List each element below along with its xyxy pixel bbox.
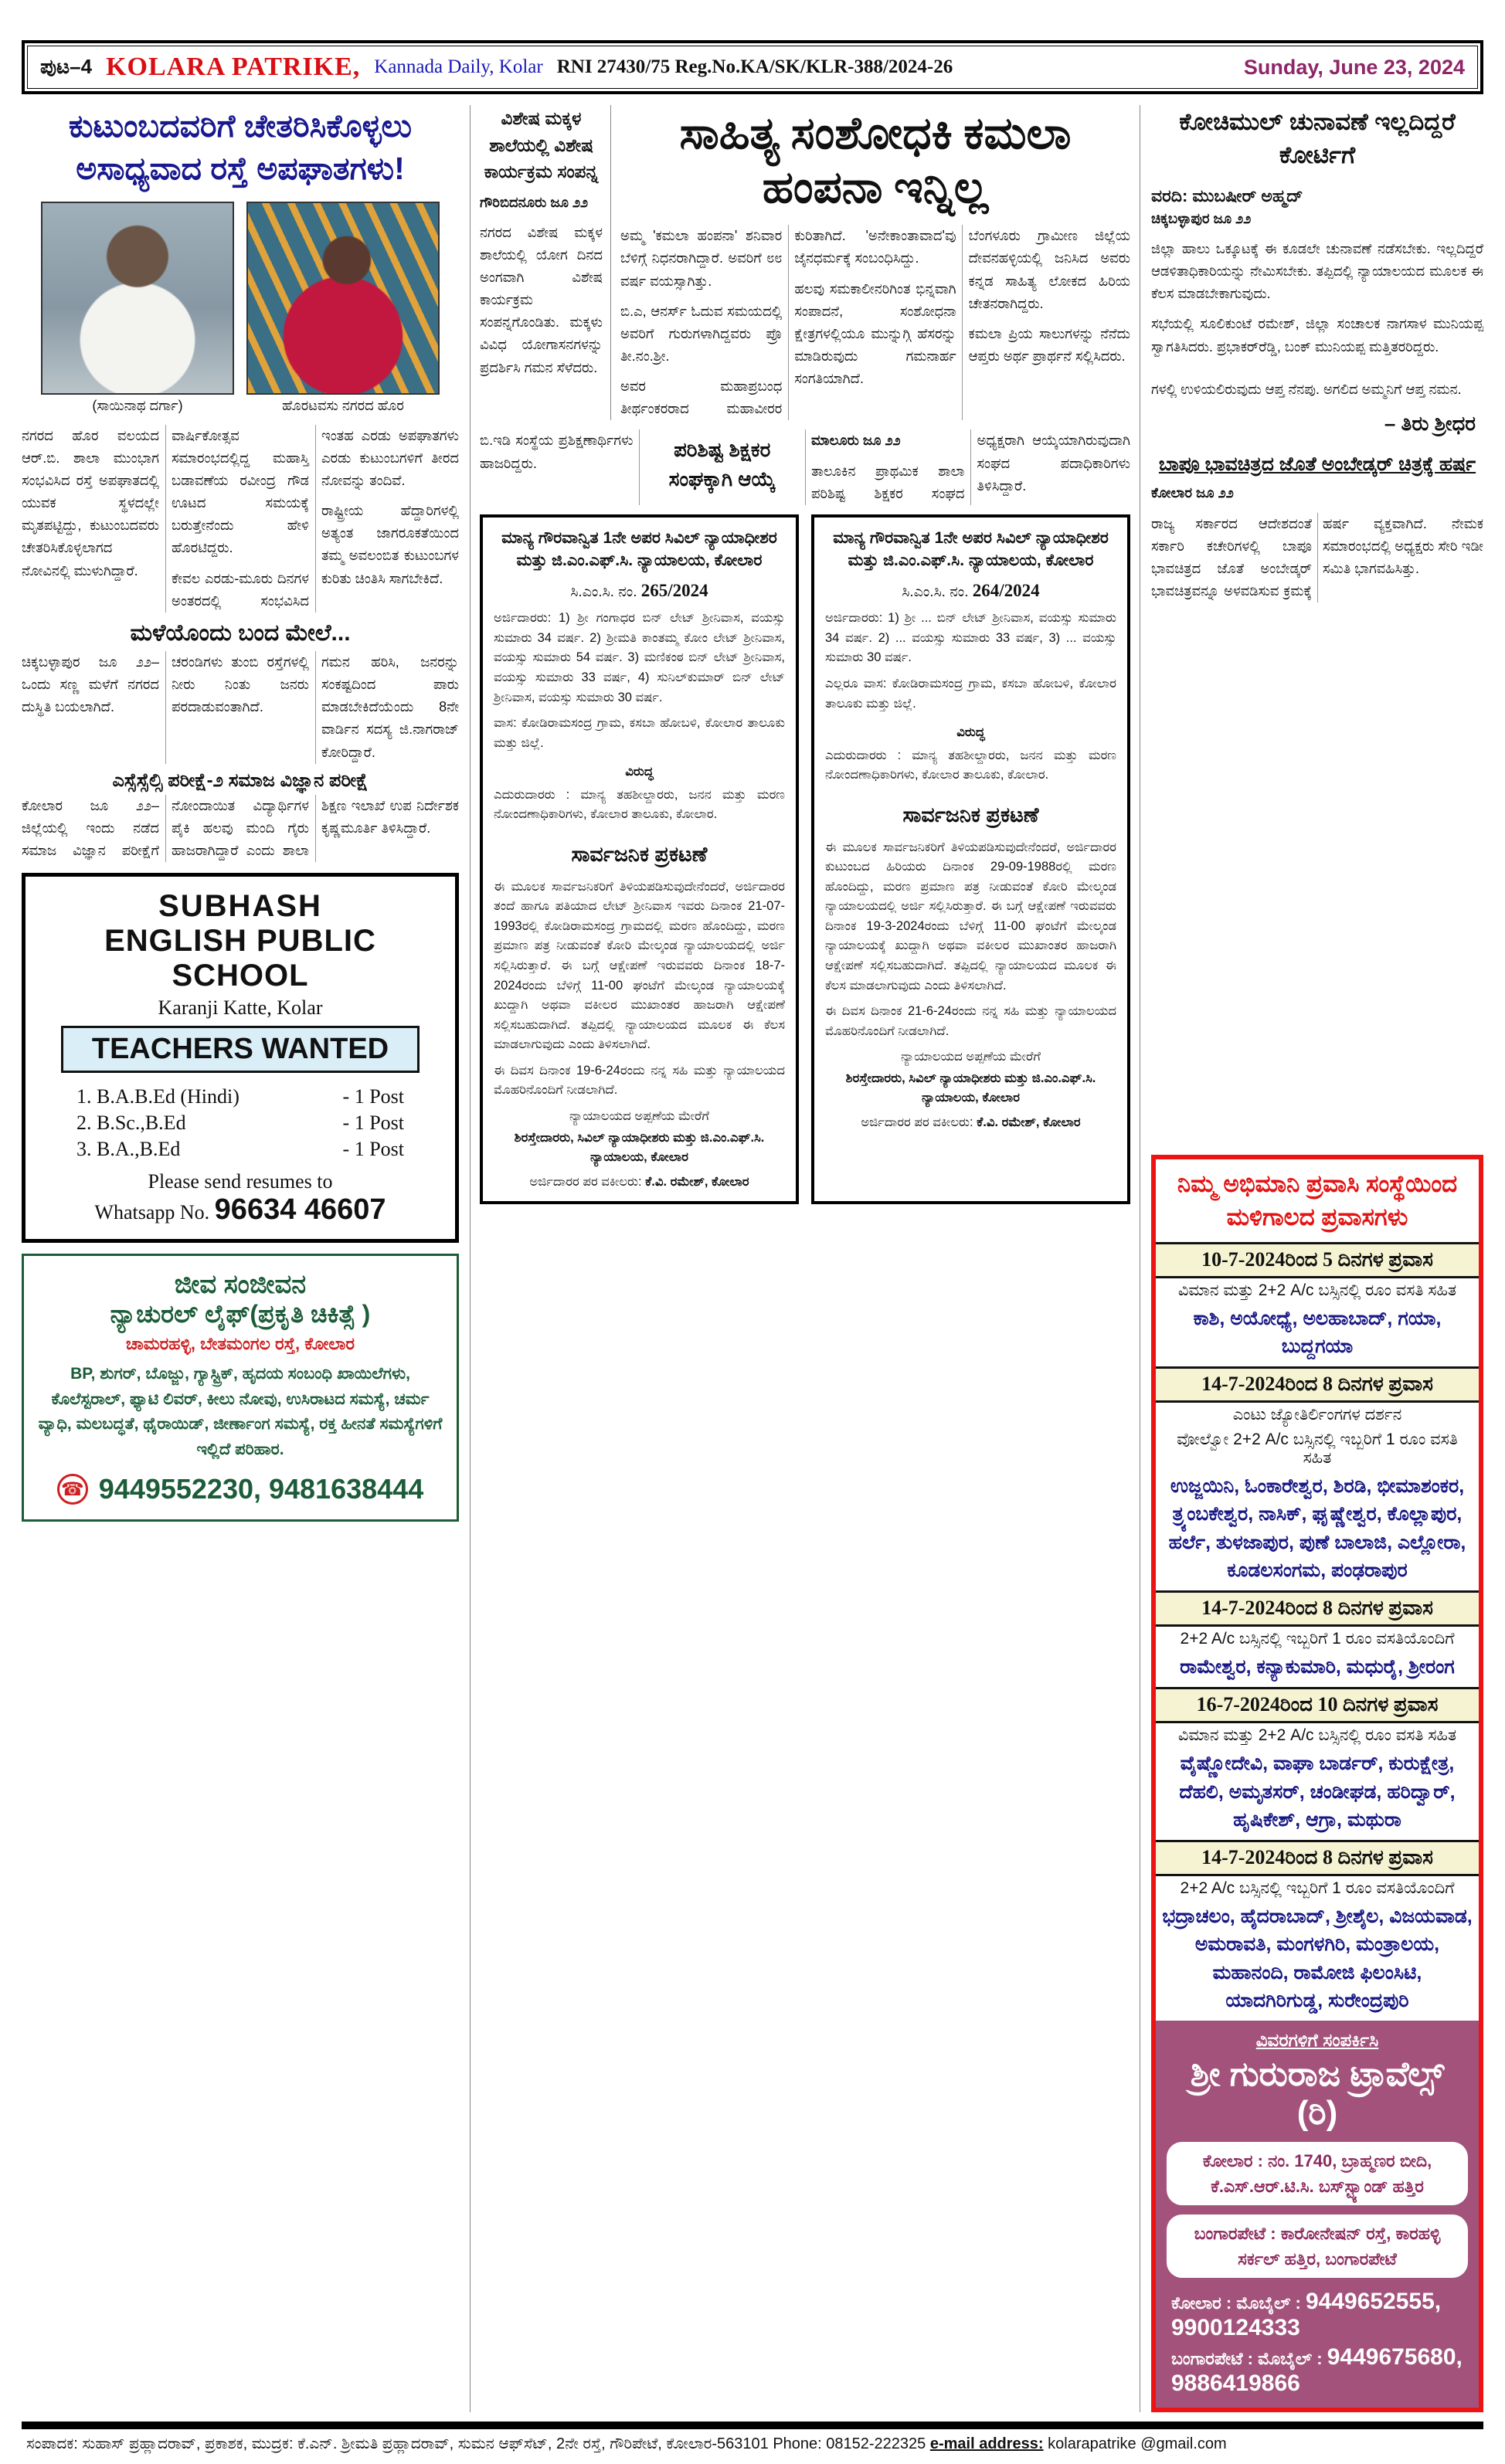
program-dateline: ಗೌರಿಬಿದನೂರು ಜೂ ೨೨ [480, 194, 589, 210]
kochimul-paragraph: ಜಿಲ್ಲಾ ಹಾಲು ಒಕ್ಕೂಟಕ್ಕೆ ಈ ಕೂಡಲೇ ಚುನಾವಣೆ ನಡೆಸಬೇಕು. ಇಲ್ಲದಿದ್ದರೆ ಆಡಳಿತಾಧಿಕಾರಿಯನ್ನು ನೇಮಿಸಬೇಕು. ತಪ್ಪಿದಲ್ಲಿ ನ್ಯಾಯಾಲಯದ ಮೂಲಕ ಈ ಕೆಲಸ ಮಾಡಬೇಕಾಗುವುದು. [1151, 240, 1483, 302]
tour-destinations: ರಾಮೇಶ್ವರ, ಕನ್ಯಾಕುಮಾರಿ, ಮಧುರೈ, ಶ್ರೀರಂಗ [1180, 1656, 1455, 1678]
advocate-name: ಕೆ.ವಿ. ರಮೇಶ್, ಕೋಲಾರ [645, 1174, 749, 1189]
whatsapp-contact [41, 1193, 440, 1227]
rain-article-title: ಮಳೆಯೊಂದು ಬಂದ ಮೇಲೆ... [130, 619, 351, 646]
jeeva-services-text: BP, ಶುಗರ್, ಬೊಜ್ಜು, ಗ್ಯಾಸ್ಟ್ರಿಕ್, ಹೃದಯ ಸಂಬಂಧಿ ಖಾಯಿಲೆಗಳು, ಕೊಲೆಸ್ಟರಾಲ್, ಫ್ಯಾಟಿ ಲಿವರ್, ಕೀಲು ನೋವು, ಉಸಿರಾಟದ ಸಮಸ್ಯೆ, ಚರ್ಮ ವ್ಯಾಧಿ, ಮಲಬದ್ಧತೆ, ಥೈರಾಯಿಡ್, ಜೀರ್ಣಾಂಗ ಸಮಸ್ಯೆ, ರಕ್ತ ಹೀನತೆ ಸಮಸ್ಯೆಗಳಿಗೆ ಇಲ್ಲಿದೆ ಪರಿಹಾರ. [38, 1365, 443, 1458]
victim-photo-woman [246, 202, 440, 395]
rain-paragraph: ಗಮನ ಹರಿಸಿ, ಜನರನ್ನು ಸಂಕಷ್ಟದಿಂದ ಪಾರು ಮಾಡಬೇಕಿದೆಯೆಂದು 8ನೇ ವಾರ್ಡಿನ ಸದಸ್ಯ ಜಿ.ನಾಗರಾಜ್ ಕೋರಿದ್ದಾರೆ. [321, 653, 459, 760]
tour-destinations: ವೈಷ್ಣೋದೇವಿ, ವಾಘಾ ಬಾರ್ಡರ್, ಕುರುಕ್ಷೇತ್ರ, ದೆಹಲಿ, ಅಮೃತಸರ್, ಚಂಡೀಘಡ, ಹರಿದ್ವಾರ್, ಹೃಷಿಕೇಶ್, ಆಗ್ರಾ, ಮಥುರಾ [1179, 1753, 1456, 1831]
email-address: kolarapatrike @gmail.com [1048, 2435, 1227, 2452]
jeeva-title-line2: ನ್ಯಾಚುರಲ್ ಲೈಫ್(ಪ್ರಕೃತಿ ಚಿಕಿತ್ಸೆ ) [110, 1300, 371, 1329]
rain-paragraph: ಚಿಕ್ಕಬಳ್ಳಾಪುರ ಜೂ ೨೨– ಒಂದು ಸಣ್ಣ ಮಳೆಗೆ ನಗರದ ದುಸ್ಥಿತಿ ಬಯಲಾಗಿದೆ. [22, 653, 159, 715]
notice-body: ಈ ಮೂಲಕ ಸಾರ್ವಜನಿಕರಿಗೆ ತಿಳಿಯಪಡಿಸುವುದೇನೆಂದರೆ, ಅರ್ಜಿದಾರರ ತಂದೆ ಹಾಗೂ ಪತಿಯಾದ ಲೇಟ್ ಶ್ರೀನಿವಾಸ ಇವರು ದಿನಾಂಕ 21-07-1993ರಲ್ಲಿ ಕೋಡಿರಾಮಸಂದ್ರ ಗ್ರಾಮದಲ್ಲಿ ಮರಣ ಹೊಂದಿದ್ದು, ಮರಣ ಪ್ರಮಾಣ ಪತ್ರ ನೀಡುವಂತೆ ಕೋರಿ ಮೇಲ್ಕಂಡ ನ್ಯಾಯಾಲಯದಲ್ಲಿ ಅರ್ಜಿ ಸಲ್ಲಿಸಿರುತ್ತಾರೆ. ಈ ಬಗ್ಗೆ ಆಕ್ಷೇಪಣೆ ಇರುವವರು ದಿನಾಂಕ 18-7-2024ರಂದು ಬೆಳಿಗ್ಗೆ 11-00 ಘಂಟೆಗೆ ಮೇಲ್ಕಂಡ ನ್ಯಾಯಾಲಯಕ್ಕೆ ಖುದ್ದಾಗಿ ಅಥವಾ ವಕೀಲರ ಮುಖಾಂತರ ಹಾಜರಾಗಿ ಆಕ್ಷೇಪಣೆ ಸಲ್ಲಿಸಬಹುದಾಗಿದೆ. ತಪ್ಪಿದಲ್ಲಿ ನ್ಯಾಯಾಲಯದ ಮೂಲಕ ಈ ಕೆಲಸ ಮಾಡಲಾಗುವುದು ಎಂದು ತಿಳಿಸಲಾಗಿದೆ. [494, 879, 785, 1052]
kolar-phone-line [1167, 2287, 1468, 2343]
public-notice-title: ಸಾರ್ವಜನಿಕ ಪ್ರಕಟಣೆ [571, 842, 708, 866]
kolar-address: ಕೋಲಾರ : ನಂ. 1740, ಬ್ರಾಹ್ಮಣರ ಬೀದಿ, ಕೆ.ಎಸ್.ಆರ್.ಟಿ.ಸಿ. ಬಸ್‌ಸ್ಟ್ಯಾಂಡ್ ಹತ್ತಿರ [1167, 2142, 1468, 2205]
page-number-label: ಪುಟ–4 [40, 55, 93, 78]
masthead [22, 40, 1483, 94]
left-column [22, 105, 459, 2412]
post-qualification: 2. B.Sc.,B.Ed [76, 1112, 186, 1135]
contact-label: ವಿವರಗಳಿಗೆ ಸಂಪರ್ಕಿಸಿ [1255, 2030, 1379, 2050]
kamala-paragraph: ಕಮಲಾ ಪ್ರಿಯ ಸಾಲುಗಳನ್ನು ನೆನೆದು ಆಪ್ತರು ಅರ್ಥ ಪ್ರಾರ್ಥನೆ ಸಲ್ಲಿಸಿದರು. [968, 325, 1130, 364]
school-name-line2: ENGLISH PUBLIC SCHOOL [104, 924, 376, 993]
court-name: ಮಾನ್ಯ ಗೌರವಾನ್ವಿತ 1ನೇ ಅಪರ ಸಿವಿಲ್ ನ್ಯಾಯಾಧೀಶರ ಮತ್ತು ಜಿ.ಎಂ.ಎಫ್.ಸಿ. ನ್ಯಾಯಾಲಯ, ಕೋಲಾರ [501, 528, 777, 570]
phone-icon: ☎ [57, 1474, 88, 1505]
teachers-wanted-banner: TEACHERS WANTED [61, 1026, 420, 1073]
tour-row [1156, 1242, 1479, 1367]
tour-note: ವಿಮಾನ ಮತ್ತು 2+2 A/c ಬಸ್ಸಿನಲ್ಲಿ ರೂಂ ವಸತಿ ಸಹಿತ [1177, 1726, 1457, 1745]
union-article-title: ಪರಿಶಿಷ್ಟ ಶಿಕ್ಷಕರ ಸಂಘಕ್ಕಾಗಿ ಆಯ್ಕೆ [668, 438, 776, 491]
newspaper-subtitle: Kannada Daily, Kolar [374, 56, 543, 77]
public-notice-title: ಸಾರ್ವಜನಿಕ ಪ್ರಕಟಣೆ [902, 803, 1039, 826]
court-notice-264 [811, 514, 1130, 1204]
email-label: e-mail address: [929, 2435, 1044, 2452]
sslc-paragraph: ಕೋಲಾರ ಜೂ ೨೨– ಜಿಲ್ಲೆಯಲ್ಲಿ ಇಂದು ನಡೆದ ಸಮಾಜ ವಿಜ್ಞಾನ ಪರೀಕ್ಷೆಗೆ ನೋಂದಾಯಿತ ವಿದ್ಯಾರ್ಥಿಗಳ ಪೈಕಿ ಹಲವು ಮಂದಿ ಗೈರು ಹಾಜರಾಗಿದ್ದಾರೆ ಎಂದು ಶಾಲಾ ಶಿಕ್ಷಣ ಇಲಾಖೆ ಉಪ ನಿರ್ದೇಶಕ ಕೃಷ್ಣಮೂರ್ತಿ ತಿಳಿಸಿದ್ದಾರೆ. [22, 797, 459, 859]
rain-paragraph: ಚರಂಡಿಗಳು ತುಂಬಿ ರಸ್ತೆಗಳಲ್ಲಿ ನೀರು ನಿಂತು ಜನರು ಪರದಾಡುವಂತಾಗಿದೆ. [172, 653, 309, 715]
kamala-article-ending [1151, 375, 1483, 438]
kamala-closing-text: ಗಳಲ್ಲಿ ಉಳಿಯಲಿರುವುದು ಆಪ್ತ ನೆನಪು. ಅಗಲಿದ ಅಮ್ಮನಿಗೆ ಆಪ್ತ ನಮನ. [1151, 381, 1462, 397]
kamala-headline: ಸಾಹಿತ್ಯ ಸಂಶೋಧಕಿ ಕಮಲಾ ಹಂಪನಾ ಇನ್ನಿಲ್ಲ [679, 108, 1072, 212]
photo-victim-1 [41, 202, 234, 414]
kochimul-dateline: ಚಿಕ್ಕಬಳ್ಳಾಪುರ ಜೂ ೨೨ [1151, 210, 1252, 226]
school-name-line1: SUBHASH [158, 889, 322, 924]
advocate-label: ಅರ್ಜಿದಾರರ ಪರ ವಕೀಲರು: [861, 1115, 973, 1129]
case-label: ಸಿ.ಎಂ.ಸಿ. ನಂ. [570, 583, 637, 600]
ambedkar-article-body [1151, 513, 1483, 603]
respondents: ಎದುರುದಾರರು : ಮಾನ್ಯ ತಹಶೀಲ್ದಾರರು, ಜನನ ಮತ್ತು ಮರಣ ನೋಂದಣಾಧಿಕಾರಿಗಳು, ಕೋಲಾರ ತಾಲೂಕು, ಕೋಲಾರ. [825, 748, 1116, 782]
program-article-title: ವಿಶೇಷ ಮಕ್ಕಳ ಶಾಲೆಯಲ್ಲಿ ವಿಶೇಷ ಕಾರ್ಯಕ್ರಮ ಸಂಪನ್ನ [484, 108, 599, 182]
case-number: 265/2024 [640, 580, 708, 600]
kamala-paragraph: ಅವರ ಮಹಾಪ್ರಬಂಧ ತೀರ್ಥಂಕರರಾದ ಮಹಾವೀರರ ಕುರಿತಾಗಿದೆ. 'ಅನೇಕಾಂತಾವಾದ'ವು ಜೈನಧರ್ಮಕ್ಕೆ ಸಂಬಂಧಿಸಿದ್ದು. [620, 228, 956, 417]
masthead-inner [27, 46, 1478, 89]
kamala-paragraph: ಹಲವು ಸಮಕಾಲೀನರಿಗಿಂತ ಭಿನ್ನವಾಗಿ ಸಂಪಾದನೆ, ಸಂಶೋಧನಾ ಕ್ಷೇತ್ರಗಳಲ್ಲಿಯೂ ಮುನ್ನುಗ್ಗಿ ಹೆಸರನ್ನು ಮಾಡಿರುವುದು ಗಮನಾರ್ಹ ಸಂಗತಿಯಾಗಿದೆ. [794, 280, 956, 387]
photo-caption-1: (ಸಾಯಿನಾಥ ದರ್ಗಾ) [92, 397, 183, 413]
court-notices-row [480, 514, 1130, 1204]
newspaper-brand: KOLARA PATRIKE, [106, 53, 361, 81]
jeeva-address: ಚಾಮರಹಳ್ಳಿ, ಬೇತಮಂಗಲ ರಸ್ತೆ, ಕೋಲಾರ [125, 1334, 355, 1354]
kochimul-reporter: ವರದಿ: ಮುಬಷೀರ್ ಅಹ್ಮದ್ [1151, 185, 1303, 205]
tour-date: 14-7-2024ರಿಂದ 8 ದಿನಗಳ ಪ್ರವಾಸ [1156, 1840, 1479, 1876]
ambedkar-dateline: ಕೋಲಾರ ಜೂ ೨೨ [1151, 485, 1234, 501]
accident-paragraph: ನಗರದ ಹೊರ ವಲಯದ ಆರ್.ಬಿ. ಶಾಲಾ ಮುಂಭಾಗ ಸಂಭವಿಸಿದ ರಸ್ತೆ ಅಪಘಾತದಲ್ಲಿ ಯುವಕ ಸ್ಥಳದಲ್ಲೇ ಮೃತಪಟ್ಟಿದ್ದು, ಕುಟುಂಬದವರು ಚೇತರಿಸಿಕೊಳ್ಳಲಾಗದ ನೋವಿನಲ್ಲಿ ಮುಳುಗಿದ್ದಾರೆ. [22, 427, 159, 579]
post-row [41, 1110, 440, 1136]
accident-paragraph: ಕೇವಲ ಎರಡು-ಮೂರು ದಿನಗಳ ಅಂತರದಲ್ಲಿ ಸಂಭವಿಸಿದ ಇಂತಹ ಎರಡು ಅಪಘಾತಗಳು ಎರಡು ಕುಟುಂಬಗಳಿಗೆ ತೀರದ ನೋವನ್ನು ತಂದಿವೆ. [172, 427, 459, 609]
kamala-paragraph: ಅಮ್ಮ 'ಕಮಲಾ ಹಂಪನಾ' ಶನಿವಾರ ಬೆಳಿಗ್ಗೆ ನಿಧನರಾಗಿದ್ದಾರೆ. ಅವರಿಗೆ ೮೮ ವರ್ಷ ವಯಸ್ಸಾಗಿತ್ತು. [620, 228, 783, 289]
page-body [22, 94, 1483, 2412]
tour-row [1156, 1366, 1479, 1590]
accident-article-body [22, 425, 459, 863]
notice-body: ಈ ಮೂಲಕ ಸಾರ್ವಜನಿಕರಿಗೆ ತಿಳಿಯಪಡಿಸುವುದೇನೆಂದರೆ, ಅರ್ಜಿದಾರರ ಕುಟುಂಬದ ಹಿರಿಯರು ದಿನಾಂಕ 29-09-1988ರಲ್ಲಿ ಮರಣ ಹೊಂದಿದ್ದು, ಮರಣ ಪ್ರಮಾಣ ಪತ್ರ ನೀಡುವಂತೆ ಕೋರಿ ಮೇಲ್ಕಂಡ ನ್ಯಾಯಾಲಯದಲ್ಲಿ ಅರ್ಜಿ ಸಲ್ಲಿಸಿರುತ್ತಾರೆ. ಈ ಬಗ್ಗೆ ಆಕ್ಷೇಪಣೆ ಇರುವವರು ದಿನಾಂಕ 19-3-2024ರಂದು ಬೆಳಿಗ್ಗೆ 11-00 ಘಂಟೆಗೆ ಮೇಲ್ಕಂಡ ನ್ಯಾಯಾಲಯಕ್ಕೆ ಖುದ್ದಾಗಿ ಅಥವಾ ವಕೀಲರ ಮುಖಾಂತರ ಹಾಜರಾಗಿ ಆಕ್ಷೇಪಣೆ ಸಲ್ಲಿಸಬಹುದಾಗಿದೆ. ತಪ್ಪಿದಲ್ಲಿ ನ್ಯಾಯಾಲಯದ ಮೂಲಕ ಈ ಕೆಲಸ ಮಾಡಲಾಗುವುದು ಎಂದು ತಿಳಿಸಲಾಗಿದೆ. [825, 840, 1116, 993]
applicants: ಅರ್ಜಿದಾರರು: 1) ಶ್ರೀ ಗಂಗಾಧರ ಬಿನ್ ಲೇಟ್ ಶ್ರೀನಿವಾಸ, ವಯಸ್ಸು ಸುಮಾರು 34 ವರ್ಷ. 2) ಶ್ರೀಮತಿ ಕಾಂತಮ್ಮ ಕೋಂ ಲೇಟ್ ಶ್ರೀನಿವಾಸ, ವಯಸ್ಸು ಸುಮಾರು 54 ವರ್ಷ. 3) ಮಣಿಕಂಠ ಬಿನ್ ಲೇಟ್ ಶ್ರೀನಿವಾಸ, ವಯಸ್ಸು ಸುಮಾರು 33 ವರ್ಷ, 4) ಸುನಿಲ್‌ಕುಮಾರ್ ಬಿನ್ ಲೇಟ್ ಶ್ರೀನಿವಾಸ, ವಯಸ್ಸು ಸುಮಾರು 30 ವರ್ಷ. [494, 611, 785, 704]
bangarpet-phone-line [1167, 2343, 1468, 2398]
ambedkar-article-title: ಬಾಪೂ ಭಾವಚಿತ್ರದ ಜೊತೆ ಅಂಬೇಡ್ಕರ್ ಚಿತ್ರಕ್ಕೆ ಹರ್ಷ [1158, 453, 1476, 475]
post-row [41, 1136, 440, 1162]
union-article [480, 429, 1130, 504]
travel-agency-name: ಶ್ರೀ ಗುರುರಾಜ ಟ್ರಾವೆಲ್ಸ್ (ರಿ) [1190, 2055, 1445, 2132]
tour-note: 2+2 A/c ಬಸ್ಸಿನಲ್ಲಿ ಇಬ್ಬರಿಗೆ 1 ರೂಂ ವಸತಿಯೊಂದಿಗೆ [1180, 1879, 1455, 1897]
tour-note: ವಿಮಾನ ಮತ್ತು 2+2 A/c ಬಸ್ಸಿನಲ್ಲಿ ರೂಂ ವಸತಿ ಸಹಿತ [1177, 1281, 1457, 1299]
case-label: ಸಿ.ಎಂ.ಸಿ. ನಂ. [902, 583, 969, 600]
accident-headline: ಕುಟುಂಬದವರಿಗೆ ಚೇತರಿಸಿಕೊಳ್ಳಲು ಅಸಾಧ್ಯವಾದ ರಸ್ತೆ ಅಪಘಾತಗಳು! [68, 108, 413, 187]
court-name: ಮಾನ್ಯ ಗೌರವಾನ್ವಿತ 1ನೇ ಅಪರ ಸಿವಿಲ್ ನ್ಯಾಯಾಧೀಶರ ಮತ್ತು ಜಿ.ಎಂ.ಎಫ್.ಸಿ. ನ್ಯಾಯಾಲಯ, ಕೋಲಾರ [833, 528, 1109, 570]
tour-note: ವೋಲ್ವೋ 2+2 A/c ಬಸ್ಸಿನಲ್ಲಿ ಇಬ್ಬರಿಗೆ 1 ರೂಂ ವಸತಿ ಸಹಿತ [1177, 1431, 1458, 1467]
kochimul-headline: ಕೋಚಿಮುಲ್ ಚುನಾವಣೆ ಇಲ್ಲದಿದ್ದರೆ ಕೋರ್ಟಿಗೆ [1179, 108, 1456, 169]
ambedkar-paragraph: ರಾಜ್ಯ ಸರ್ಕಾರದ ಆದೇಶದಂತೆ ಸರ್ಕಾರಿ ಕಚೇರಿಗಳಲ್ಲಿ ಬಾಪೂ ಭಾವಚಿತ್ರದ ಜೊತೆ ಅಂಬೇಡ್ಕರ್ ಭಾವಚಿತ್ರವನ್ನೂ ಅಳವಡಿಸುವ ಕ್ರಮಕ್ಕೆ ಹರ್ಷ ವ್ಯಕ್ತವಾಗಿದೆ. ನೇಮಕ ಸಮಾರಂಭದಲ್ಲಿ ಅಧ್ಯಕ್ಷರು ಸೇರಿ ಇಡೀ ಸಮಿತಿ ಭಾಗವಹಿಸಿತ್ತು. [1151, 515, 1483, 599]
jeeva-title-line1: ಜೀವ ಸಂಜೀವನ [174, 1270, 307, 1300]
kamala-paragraph: ಬಿ.ಎ, ಆನರ್ಸ್ ಓದುವ ಸಮಯದಲ್ಲಿ ಅವರಿಗೆ ಗುರುಗಳಾಗಿದ್ದವರು ಪ್ರೊ ತೀ.ನಂ.ಶ್ರೀ. [620, 303, 783, 364]
advocate-name: ಕೆ.ವಿ. ರಮೇಶ್, ಕೋಲಾರ [977, 1115, 1081, 1129]
issue-date: Sunday, June 23, 2024 [1243, 55, 1465, 79]
kamala-article-body [620, 225, 1130, 420]
program-article [480, 105, 611, 420]
subhash-school-ad [22, 873, 459, 1243]
bangarpet-phone-numbers: 9449675680, 9886419866 [1171, 2344, 1463, 2396]
center-column [470, 105, 1140, 2412]
imprint-phone: Phone: 08152-222325 [773, 2435, 926, 2452]
travel-ad-title-line2: ಮಳಿಗಾಲದ ಪ್ರವಾಸಗಳು [1226, 1203, 1408, 1231]
tour-date: 14-7-2024ರಿಂದ 8 ದಿನಗಳ ಪ್ರವಾಸ [1156, 1590, 1479, 1627]
registration-number: RNI 27430/75 Reg.No.KA/SK/KLR-388/2024-26 [556, 56, 953, 77]
resume-note: Please send resumes to [148, 1170, 333, 1193]
jeeva-sanjeevana-ad [22, 1254, 459, 1522]
case-number-line [494, 572, 785, 609]
notice-issued-line: ಈ ದಿವಸ ದಿನಾಂಕ 19-6-24ರಂದು ನನ್ನ ಸಹಿ ಮತ್ತು ನ್ಯಾಯಾಲಯದ ಮೊಹರಿನೊಂದಿಗೆ ನೀಡಲಾಗಿದೆ. [494, 1063, 785, 1098]
kochimul-paragraph: ಸಭೆಯಲ್ಲಿ ಸೂಲಿಕುಂಟೆ ರಮೇಶ್, ಜಿಲ್ಲಾ ಸಂಚಾಲಕ ನಾಗಸಾಳ ಮುನಿಯಪ್ಪ ಸ್ವಾಗತಿಸಿದರು. ಪ್ರಭಾಕರ್‌ರೆಡ್ಡಿ, ಬಂಕ್ ಮುನಿಯಪ್ಪ ಮತ್ತಿತರರಿದ್ದರು. [1151, 316, 1483, 355]
jeeva-phone-row [36, 1462, 444, 1505]
tour-destinations: ಉಜ್ಜಯಿನಿ, ಓಂಕಾರೇಶ್ವರ, ಶಿರಡಿ, ಭೀಮಾಶಂಕರ, ತ್ರ್ಯಂಬಕೇಶ್ವರ, ನಾಸಿಕ್, ಘೃಷ್ಣೇಶ್ವರ, ಕೊಲ್ಲಾಪುರ, ಹರ್ಲೆ, ತುಳಜಾಪುರ, ಪುಣೆ ಬಾಲಾಜಿ, ಎಲ್ಲೋರಾ, ಕೂಡಲಸಂಗಮ, ಪಂಢರಾಪುರ [1168, 1475, 1466, 1581]
travel-ad-title-line1: ನಿಮ್ಮ ಅಭಿಮಾನಿ ಪ್ರವಾಸಿ ಸಂಸ್ಥೆಯಿಂದ [1177, 1169, 1458, 1197]
post-qualification: 1. B.A.B.Ed (Hindi) [76, 1085, 240, 1108]
case-number-line [825, 572, 1116, 609]
tour-destinations: ಭದ್ರಾಚಲಂ, ಹೈದರಾಬಾದ್, ಶ್ರೀಶೈಲ, ವಿಜಯವಾಡ, ಅಮರಾವತಿ, ಮಂಗಳಗಿರಿ, ಮಂತ್ರಾಲಯ, ಮಹಾನಂದಿ, ರಾಮೋಜಿ ಫಿಲಂಸಿಟಿ, ಯಾದಗಿರಿಗುಡ್ಡ, ಸುರೇಂದ್ರಪುರಿ [1162, 1906, 1473, 2011]
kolar-phone-label: ಕೋಲಾರ : ಮೊಬೈಲ್ : [1171, 2293, 1301, 2313]
photo-victim-2 [246, 202, 440, 414]
imprint-text: ಸಂಪಾದಕ: ಸುಹಾಸ್ ಪ್ರಹ್ಲಾದರಾವ್, ಪ್ರಕಾಶಕ, ಮುದ್ರಕ: ಕೆ.ಎನ್. ಶ್ರೀಮತಿ ಪ್ರಹ್ಲಾದರಾವ್, ಸುಮನ ಆಫ್‌ಸೆಟ್, 2ನೇ ರಸ್ತೆ, ಗೌರಿಪೇಟೆ, ಕೋಲಾರ-563101 [26, 2435, 769, 2452]
tour-destinations: ಕಾಶಿ, ಅಯೋಧ್ಯೆ, ಅಲಹಾಬಾದ್, ಗಯಾ, ಬುದ್ದಗಯಾ [1193, 1307, 1442, 1357]
court-order-line: ನ್ಯಾಯಾಲಯದ ಅಪ್ಪಣೆಯ ಮೇರೆಗೆ [901, 1050, 1041, 1064]
union-body: ತಾಲೂಕಿನ ಪ್ರಾಥಮಿಕ ಶಾಲಾ ಪರಿಶಿಷ್ಟ ಶಿಕ್ಷಕರ ಸಂಘದ ಅಧ್ಯಕ್ಷರಾಗಿ ಆಯ್ಕೆಯಾಗಿರುವುದಾಗಿ ಸಂಘದ ಪದಾಧಿಕಾರಿಗಳು ತಿಳಿಸಿದ್ದಾರೆ. [811, 433, 1130, 501]
travel-contact-panel [1156, 2021, 1479, 2408]
respondents: ಎದುರುದಾರರು : ಮಾನ್ಯ ತಹಶೀಲ್ದಾರರು, ಜನನ ಮತ್ತು ಮರಣ ನೋಂದಣಾಧಿಕಾರಿಗಳು, ಕೋಲಾರ ತಾಲೂಕು, ಕೋಲಾರ. [494, 787, 785, 822]
sslc-article-title: ಎಸ್ಸೆಸ್ಸೆಲ್ಸಿ ಪರೀಕ್ಷೆ-೨ ಸಮಾಜ ವಿಜ್ಞಾನ ಪರೀಕ್ಷೆ [112, 769, 369, 791]
tour-date: 10-7-2024ರಿಂದ 5 ದಿನಗಳ ಪ್ರವಾಸ [1156, 1242, 1479, 1278]
tour-date: 14-7-2024ರಿಂದ 8 ದಿನಗಳ ಪ್ರವಾಸ [1156, 1366, 1479, 1403]
whatsapp-number: 96634 46607 [214, 1193, 386, 1227]
union-dateline: ಮಾಲೂರು ಜೂ ೨೨ [811, 433, 901, 449]
sheristedar-signature: ಶಿರಸ್ತೇದಾರರು, ಸಿವಿಲ್ ನ್ಯಾಯಾಧೀಶರು ಮತ್ತು ಜಿ.ಎಂ.ಎಫ್.ಸಿ. ನ್ಯಾಯಾಲಯ, ಕೋಲಾರ [845, 1071, 1096, 1105]
gururaja-travels-ad [1151, 1155, 1483, 2412]
versus-label: ವಿರುದ್ಧ [956, 725, 985, 740]
right-column [1151, 105, 1483, 2412]
court-order-line: ನ್ಯಾಯಾಲಯದ ಅಪ್ಪಣೆಯ ಮೇರೆಗೆ [569, 1108, 709, 1123]
accident-paragraph: ವಾರ್ಷಿಕೋತ್ಸವ ಸಮಾರಂಭದಲ್ಲಿದ್ದ ಮಹಾಸ್ತಿ ಬಡಾವಣೆಯ ರವೀಂದ್ರ ಗೌಡ ಊಟದ ಸಮಯಕ್ಕೆ ಬರುತ್ತೇನೆಂದು ಹೇಳಿ ಹೊರಟಿದ್ದರು. [172, 427, 309, 556]
residence: ಎಲ್ಲರೂ ವಾಸ: ಕೋಡಿರಾಮಸಂದ್ರ ಗ್ರಾಮ, ಕಸಬಾ ಹೋಬಳಿ, ಕೋಲಾರ ತಾಲೂಕು ಮತ್ತು ಜಿಲ್ಲೆ. [825, 677, 1116, 711]
case-number: 264/2024 [972, 580, 1040, 600]
advocate-signature [494, 1168, 785, 1193]
post-row [41, 1084, 440, 1110]
school-location: Karanji Katte, Kolar [158, 996, 323, 1020]
tour-row [1156, 1840, 1479, 2021]
kolar-phone-numbers: 9449652555, 9900124333 [1171, 2289, 1442, 2340]
accident-paragraph: ರಾಷ್ಟ್ರೀಯ ಹೆದ್ದಾರಿಗಳಲ್ಲಿ ಅತ್ಯಂತ ಜಾಗರೂಕತೆಯಿಂದ ತಮ್ಮ ಅವಲಂಬಿತ ಕುಟುಂಬಗಳ ಕುರಿತು ಚಿಂತಿಸಿ ಸಾಗಬೇಕಿದೆ. [321, 503, 459, 586]
kamala-paragraph: ಬೆಂಗಳೂರು ಗ್ರಾಮೀಣ ಜಿಲ್ಲೆಯ ದೇವನಹಳ್ಳಿಯಲ್ಲಿ ಜನಿಸಿದ ಅವರು ಕನ್ನಡ ಸಾಹಿತ್ಯ ಲೋಕದ ಹಿರಿಯ ಚೇತನರಾಗಿದ್ದರು. [968, 228, 1130, 311]
center-top-row [480, 105, 1130, 420]
accident-photos [22, 202, 459, 414]
tour-row [1156, 1687, 1479, 1840]
post-count: - 1 Post [342, 1138, 404, 1161]
post-count: - 1 Post [342, 1112, 404, 1135]
sheristedar-signature: ಶಿರಸ್ತೇದಾರರು, ಸಿವಿಲ್ ನ್ಯಾಯಾಧೀಶರು ಮತ್ತು ಜಿ.ಎಂ.ಎಫ್.ಸಿ. ನ್ಯಾಯಾಲಯ, ಕೋಲಾರ [514, 1130, 765, 1165]
post-count: - 1 Post [342, 1085, 404, 1108]
residence: ವಾಸ: ಕೋಡಿರಾಮಸಂದ್ರ ಗ್ರಾಮ, ಕಸಬಾ ಹೋಬಳಿ, ಕೋಲಾರ ತಾಲೂಕು ಮತ್ತು ಜಿಲ್ಲೆ. [494, 716, 785, 750]
victim-photo-man [41, 202, 234, 395]
post-qualification: 3. B.A.,B.Ed [76, 1138, 181, 1161]
imprint-line [22, 2429, 1483, 2453]
footer-divider [22, 2422, 1483, 2429]
jeeva-phone-numbers: 9449552230, 9481638444 [98, 1473, 424, 1505]
travel-ad-title [1156, 1159, 1479, 1242]
tour-note: ಎಂಟು ಜ್ಯೋತಿರ್ಲಿಂಗಗಳ ದರ್ಶನ [1232, 1406, 1402, 1424]
tour-date: 16-7-2024ರಿಂದ 10 ದಿನಗಳ ಪ್ರವಾಸ [1156, 1687, 1479, 1723]
applicants: ಅರ್ಜಿದಾರರು: 1) ಶ್ರೀ ... ಬಿನ್ ಲೇಟ್ ಶ್ರೀನಿವಾಸ, ವಯಸ್ಸು ಸುಮಾರು 34 ವರ್ಷ. 2) ... ವಯಸ್ಸು ಸುಮಾರು 33 ವರ್ಷ, 3) ... ವಯಸ್ಸು ಸುಮಾರು 30 ವರ್ಷ. [825, 611, 1116, 665]
author-byline: – ತಿರು ಶ್ರೀಧರ [1384, 411, 1476, 435]
ambedkar-article [1151, 447, 1483, 602]
bangarpet-address: ಬಂಗಾರಪೇಟೆ : ಕಾರೋನೇಷನ್ ರಸ್ತೆ, ಕಾರಹಳ್ಳಿ ಸರ್ಕಲ್ ಹತ್ತಿರ, ಬಂಗಾರಪೇಟೆ [1167, 2215, 1468, 2278]
whatsapp-label: Whatsapp No. [94, 1201, 210, 1224]
tour-note: 2+2 A/c ಬಸ್ಸಿನಲ್ಲಿ ಇಬ್ಬರಿಗೆ 1 ರೂಂ ವಸತಿಯೊಂದಿಗೆ [1180, 1630, 1455, 1648]
advocate-label: ಅರ್ಜಿದಾರರ ಪರ ವಕೀಲರು: [529, 1174, 642, 1189]
court-notice-265 [480, 514, 799, 1204]
tour-row [1156, 1590, 1479, 1687]
versus-label: ವಿರುದ್ಧ [625, 765, 654, 779]
program-body: ನಗರದ ವಿಶೇಷ ಮಕ್ಕಳ ಶಾಲೆಯಲ್ಲಿ ಯೋಗ ದಿನದ ಅಂಗವಾಗಿ ವಿಶೇಷ ಕಾರ್ಯಕ್ರಮ ಸಂಪನ್ನಗೊಂಡಿತು. ಮಕ್ಕಳು ವಿವಿಧ ಯೋಗಾಸನಗಳನ್ನು ಪ್ರದರ್ಶಿಸಿ ಗಮನ ಸೆಳೆದರು. [480, 224, 603, 375]
advocate-signature [825, 1108, 1116, 1133]
kamala-article [620, 105, 1130, 420]
photo-caption-2: ಹೊರಟವಸು ನಗರದ ಹೊರ [282, 397, 404, 413]
bangarpet-phone-label: ಬಂಗಾರಪೇಟೆ : ಮೊಬೈಲ್ : [1171, 2349, 1323, 2368]
notice-issued-line: ಈ ದಿವಸ ದಿನಾಂಕ 21-6-24ರಂದು ನನ್ನ ಸಹಿ ಮತ್ತು ನ್ಯಾಯಾಲಯದ ಮೊಹರಿನೊಂದಿಗೆ ನೀಡಲಾಗಿದೆ. [825, 1004, 1116, 1038]
union-pre-text: ಬಿ.ಇಡಿ ಸಂಸ್ಥೆಯ ಪ್ರಶಿಕ್ಷಣಾರ್ಥಿಗಳು ಹಾಜರಿದ್ದರು. [480, 433, 634, 471]
